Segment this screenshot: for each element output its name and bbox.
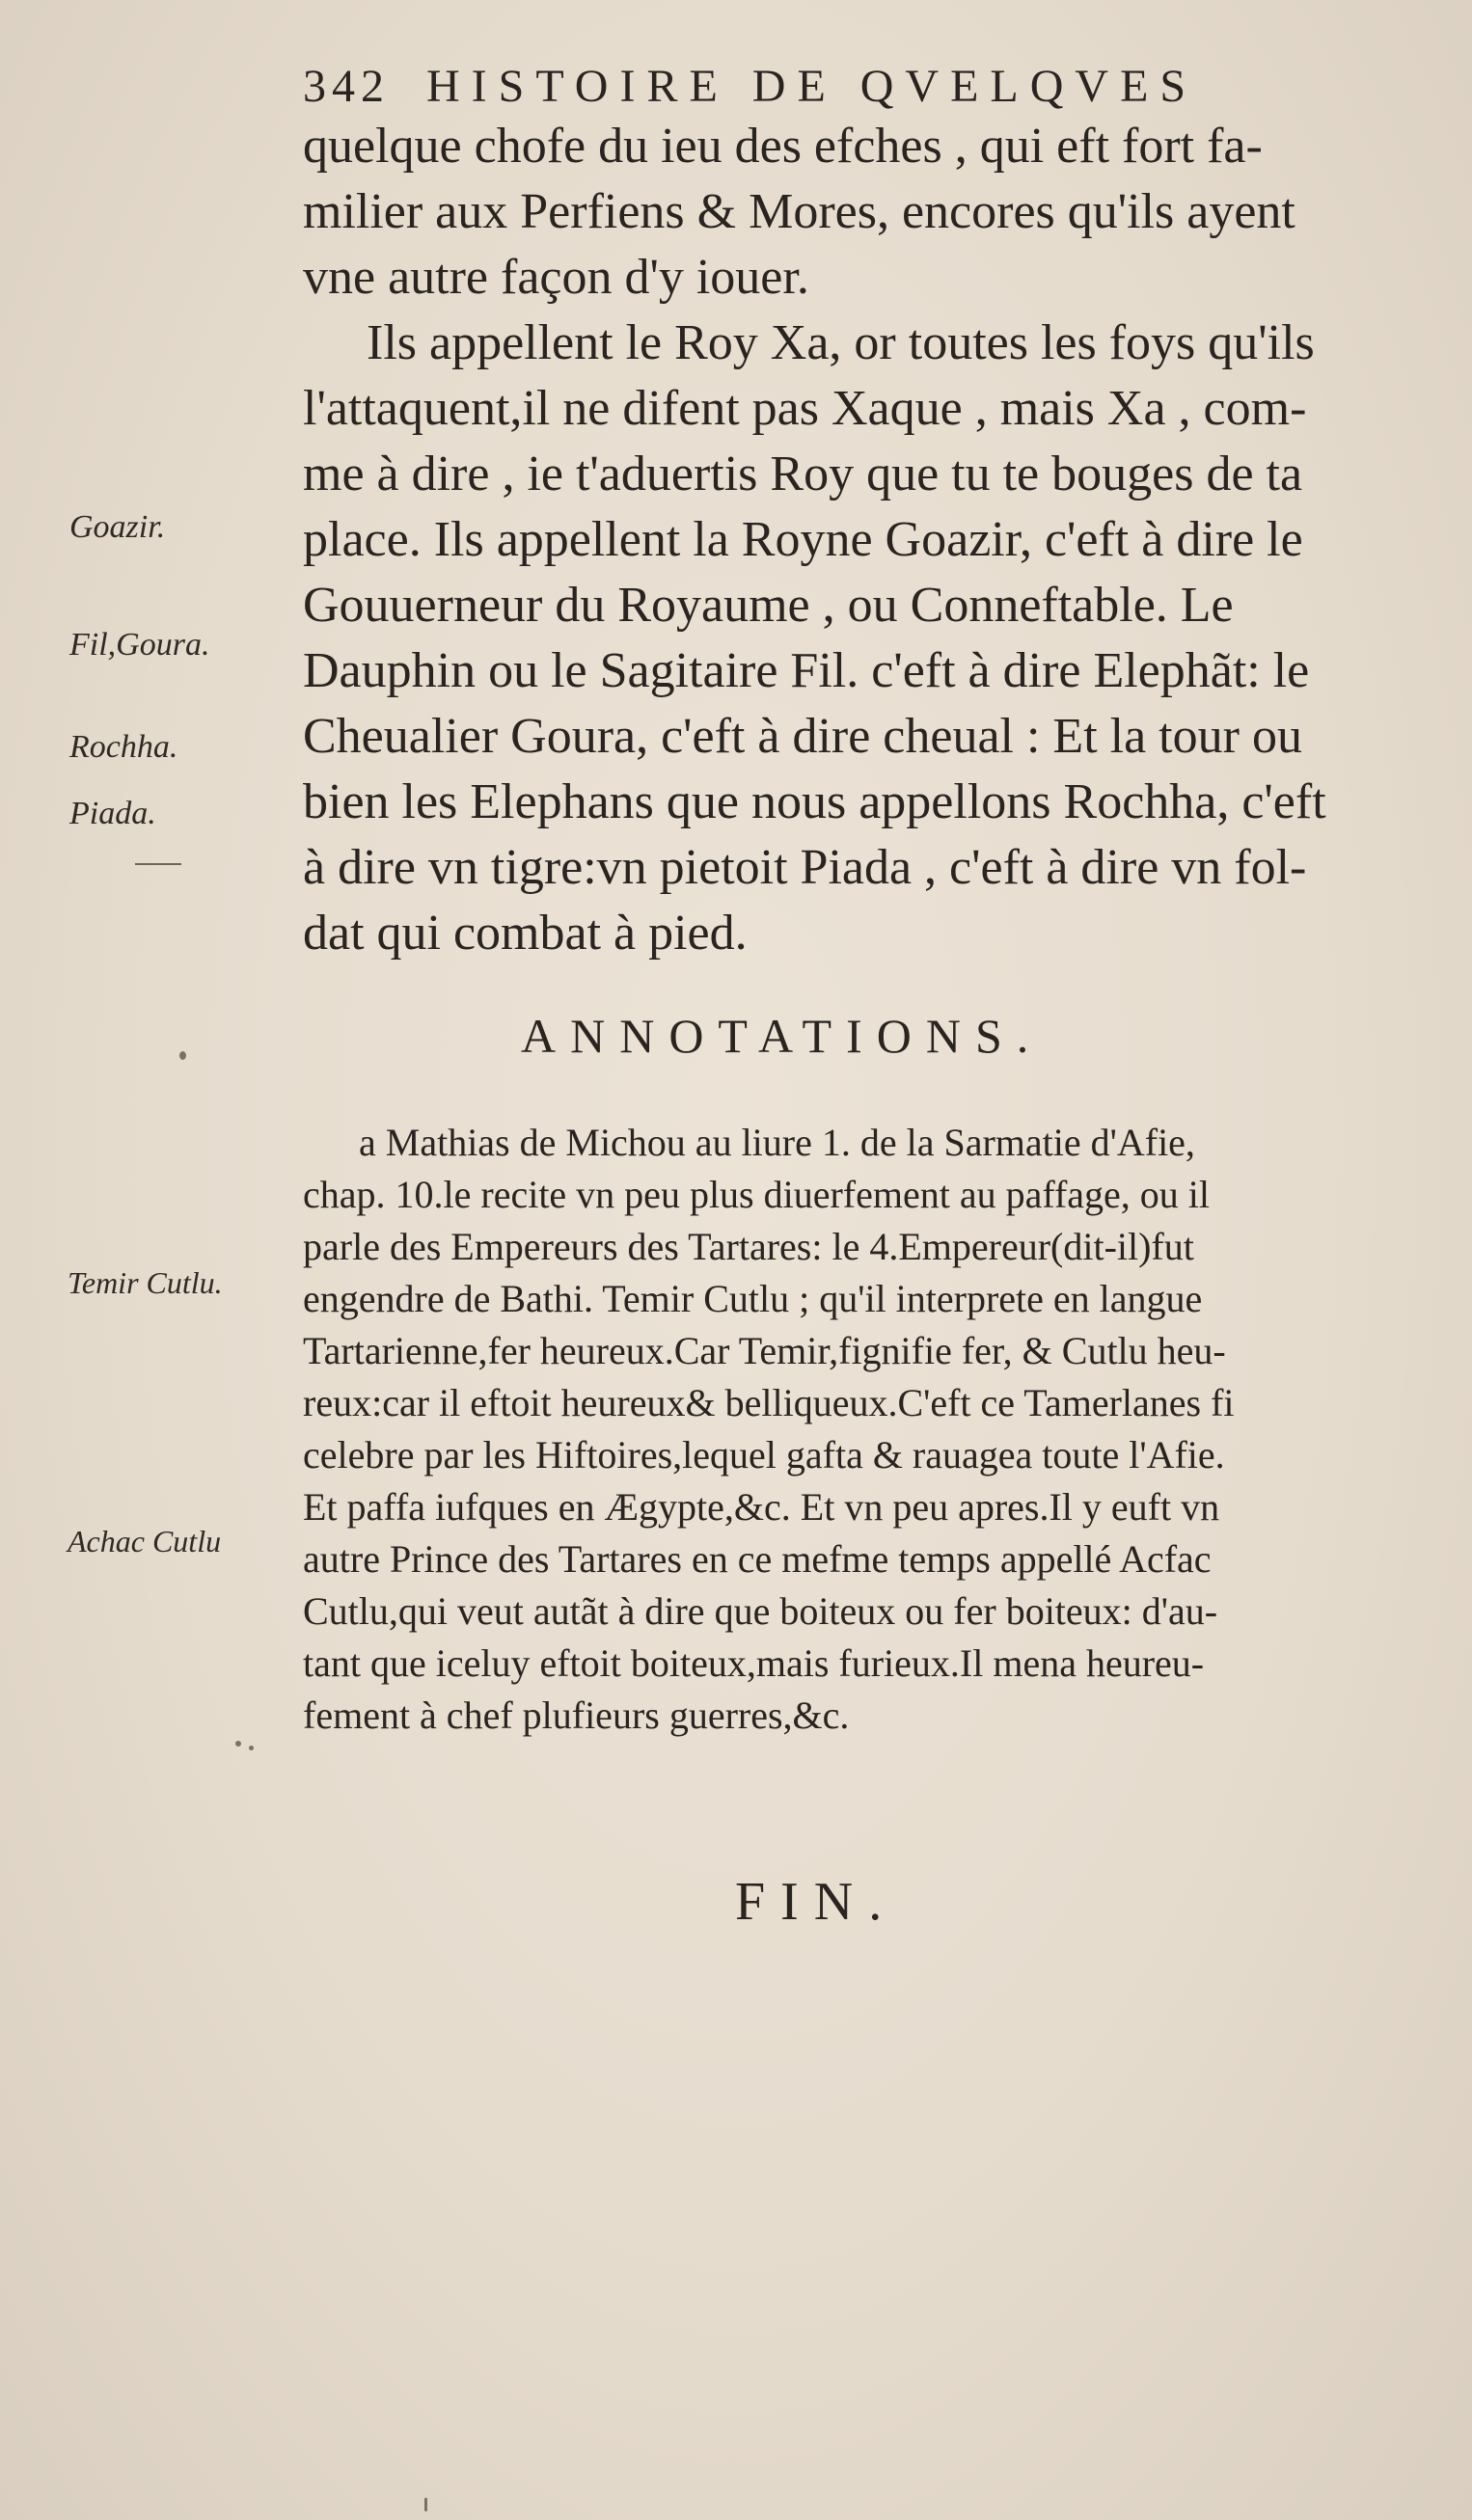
annotation-line: Cutlu,qui veut autãt à dire que boiteux ou fer boiteux: d'au-	[303, 1589, 1218, 1633]
text-line: Gouuerneur du Royaume , ou Conneftable. Le	[303, 578, 1234, 633]
text-line: milier aux Perfiens & Mores, encores qu'ils ayent	[303, 184, 1295, 239]
annotation-line: engendre de Bathi. Temir Cutlu ; qu'il interprete en langue	[303, 1277, 1203, 1320]
text-line: place. Ils appellent la Royne Goazir, c'eft à dire le	[303, 512, 1303, 567]
annotation-line: reux:car il eftoit heureux& belliqueux.C'eft ce Tamerlanes fi	[303, 1381, 1235, 1424]
annotation-line: autre Prince des Tartares en ce mefme temps appellé Acfac	[303, 1537, 1212, 1581]
annotation-line: Et paffa iufques en Ægypte,&c. Et vn peu apres.Il y euft vn	[303, 1485, 1220, 1529]
annotation-line: Tartarienne,fer heureux.Car Temir,fignifie fer, & Cutlu heu-	[303, 1329, 1226, 1372]
margin-note-goazir: Goazir.	[69, 509, 166, 545]
margin-note-temir-cutlu: Temir Cutlu.	[68, 1265, 223, 1300]
fin-text: FIN.	[735, 1872, 898, 1932]
text-line: quelque chofe du ieu des efches , qui eft fort fa-	[303, 119, 1263, 174]
annotation-line: chap. 10.le recite vn peu plus diuerfement au paffage, ou il	[303, 1173, 1211, 1216]
text-line: à dire vn tigre:vn pietoit Piada , c'eft à dire vn fol-	[303, 840, 1307, 895]
margin-note-piada: Piada.	[69, 796, 156, 831]
margin-note-rochha: Rochha.	[69, 729, 178, 765]
text-line: vne autre façon d'y iouer.	[303, 250, 809, 305]
annotation-line: tant que iceluy eftoit boiteux,mais furieux.Il mena heureu-	[303, 1641, 1205, 1685]
text-line: bien les Elephans que nous appellons Rochha, c'eft	[303, 774, 1326, 829]
text-line: me à dire , ie t'aduertis Roy que tu te bouges de ta	[303, 447, 1303, 501]
paper-speck	[424, 2498, 427, 2511]
text-line: Ils appellent le Roy Xa, or toutes les foys qu'ils	[367, 315, 1315, 370]
margin-note-fil-goura: Fil,Goura.	[69, 627, 210, 663]
text-line: Cheualier Goura, c'eft à dire cheual : Et la tour ou	[303, 709, 1302, 764]
annotation-line: fement à chef plufieurs guerres,&c.	[303, 1694, 850, 1737]
text-line: l'attaquent,il ne difent pas Xaque , mais Xa , com-	[303, 381, 1307, 436]
text-line: dat qui combat à pied.	[303, 906, 748, 961]
margin-note-achac-cutlu: Achac Cutlu	[68, 1524, 222, 1558]
annotation-line: celebre par les Hiftoires,lequel gafta & rauagea toute l'Afie.	[303, 1433, 1225, 1477]
paper-speck	[235, 1741, 241, 1747]
annotation-line: parle des Empereurs des Tartares: le 4.Empereur(dit-il)fut	[303, 1225, 1194, 1268]
annotation-line: a Mathias de Michou au liure 1. de la Sarmatie d'Afie,	[359, 1121, 1195, 1164]
paper-speck	[249, 1746, 254, 1750]
running-title: HISTOIRE DE QVELQVES	[426, 61, 1198, 112]
text-line: Dauphin ou le Sagitaire Fil. c'eft à dire Elephãt: le	[303, 643, 1310, 698]
margin-dash	[135, 863, 181, 865]
page-number: 342	[303, 61, 390, 112]
paper-speck	[179, 1051, 186, 1060]
annotations-heading: ANNOTATIONS.	[521, 1009, 1044, 1063]
